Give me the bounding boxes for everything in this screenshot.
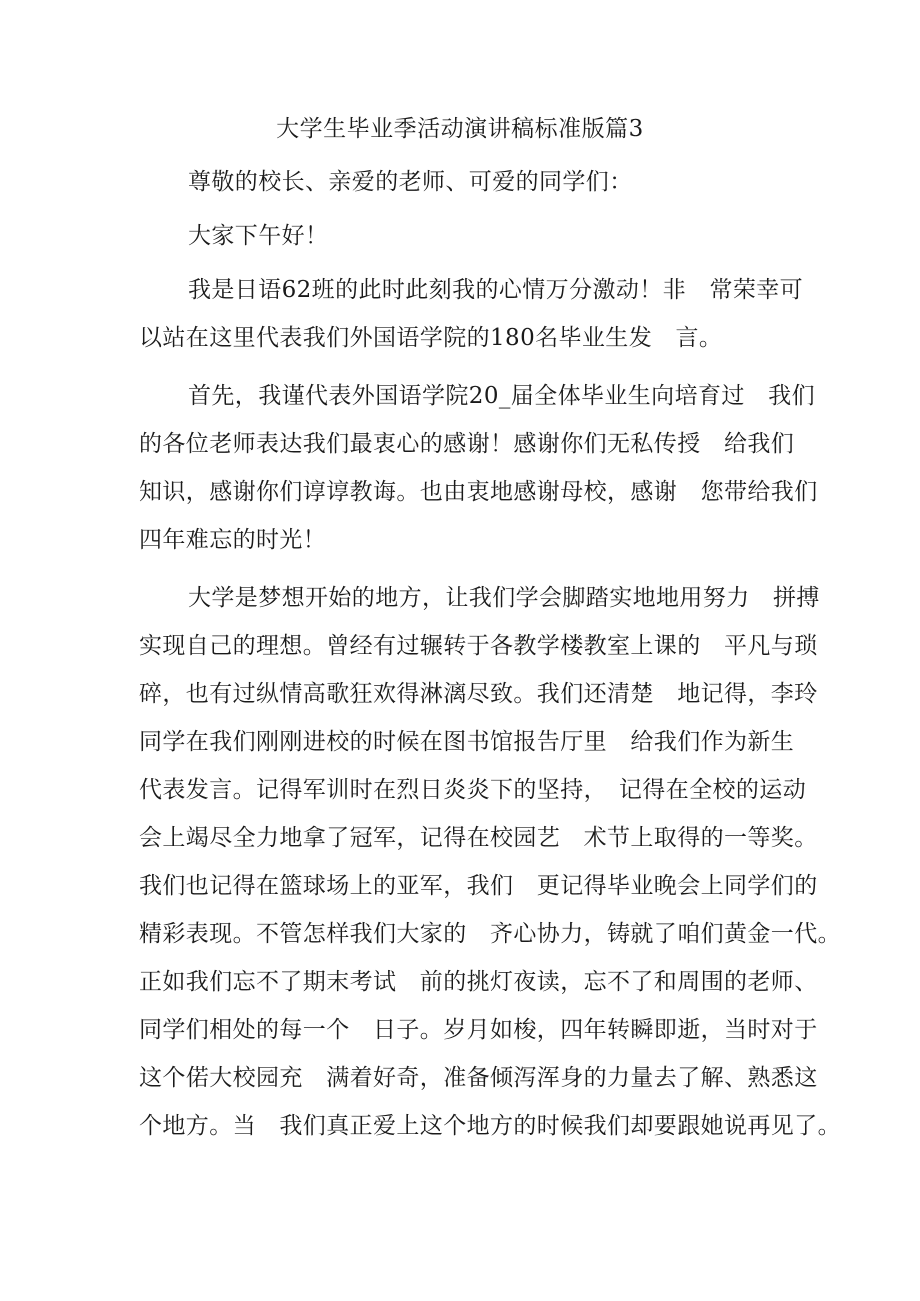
paragraph-line: 代表发言。记得军训时在烈日炎炎下的坚持， 记得在全校的运动 [139, 777, 807, 803]
paragraph-line: 大学是梦想开始的地方，让我们学会脚踏实地地用努力 拼搏 [188, 585, 820, 611]
paragraph-line: 四年难忘的时光！ [139, 527, 327, 553]
paragraph-line: 以站在这里代表我们外国语学院的180名毕业生发 言。 [139, 325, 723, 351]
paragraph-line: 会上竭尽全力地拿了冠军，记得在校园艺 术节上取得的一等奖。 [139, 825, 818, 851]
paragraph-line: 精彩表现。不管怎样我们大家的 齐心协力，铸就了咱们黄金一代。 [139, 921, 841, 947]
paragraph-line: 实现自己的理想。曾经有过辗转于各教学楼教室上课的 平凡与琐 [139, 633, 818, 659]
paragraph-line: 同学在我们刚刚进校的时候在图书馆报告厅里 给我们作为新生 [139, 729, 795, 755]
greeting-line: 大家下午好！ [188, 223, 329, 249]
paragraph-line: 我们也记得在篮球场上的亚军，我们 更记得毕业晚会上同学们的 [139, 873, 818, 899]
paragraph-line: 同学们相处的每一个 日子。岁月如梭，四年转瞬即逝，当时对于 [139, 1017, 818, 1043]
paragraph-line: 碎，也有过纵情高歌狂欢得淋漓尽致。我们还清楚 地记得，李玲 [139, 681, 818, 707]
paragraph-line: 正如我们忘不了期末考试 前的挑灯夜读，忘不了和周围的老师、 [139, 969, 818, 995]
paragraph-line: 知识，感谢你们谆谆教诲。也由衷地感谢母校，感谢 您带给我们 [139, 479, 818, 505]
paragraph-line: 的各位老师表达我们最衷心的感谢！感谢你们无私传授 给我们 [139, 431, 795, 457]
document-title: 大学生毕业季活动演讲稿标准版篇3 [276, 116, 644, 142]
paragraph-line: 我是日语62班的此时此刻我的心情万分激动！非 常荣幸可 [188, 277, 804, 303]
paragraph-line: 首先，我谨代表外国语学院20_届全体毕业生向培育过 我们 [188, 383, 815, 409]
salutation-line: 尊敬的校长、亲爱的老师、可爱的同学们： [188, 169, 633, 195]
paragraph-line: 这个偌大校园充 满着好奇，准备倾泻浑身的力量去了解、熟悉这 [139, 1065, 818, 1091]
paragraph-line: 个地方。当 我们真正爱上这个地方的时候我们却要跟她说再见了。 [139, 1113, 841, 1139]
